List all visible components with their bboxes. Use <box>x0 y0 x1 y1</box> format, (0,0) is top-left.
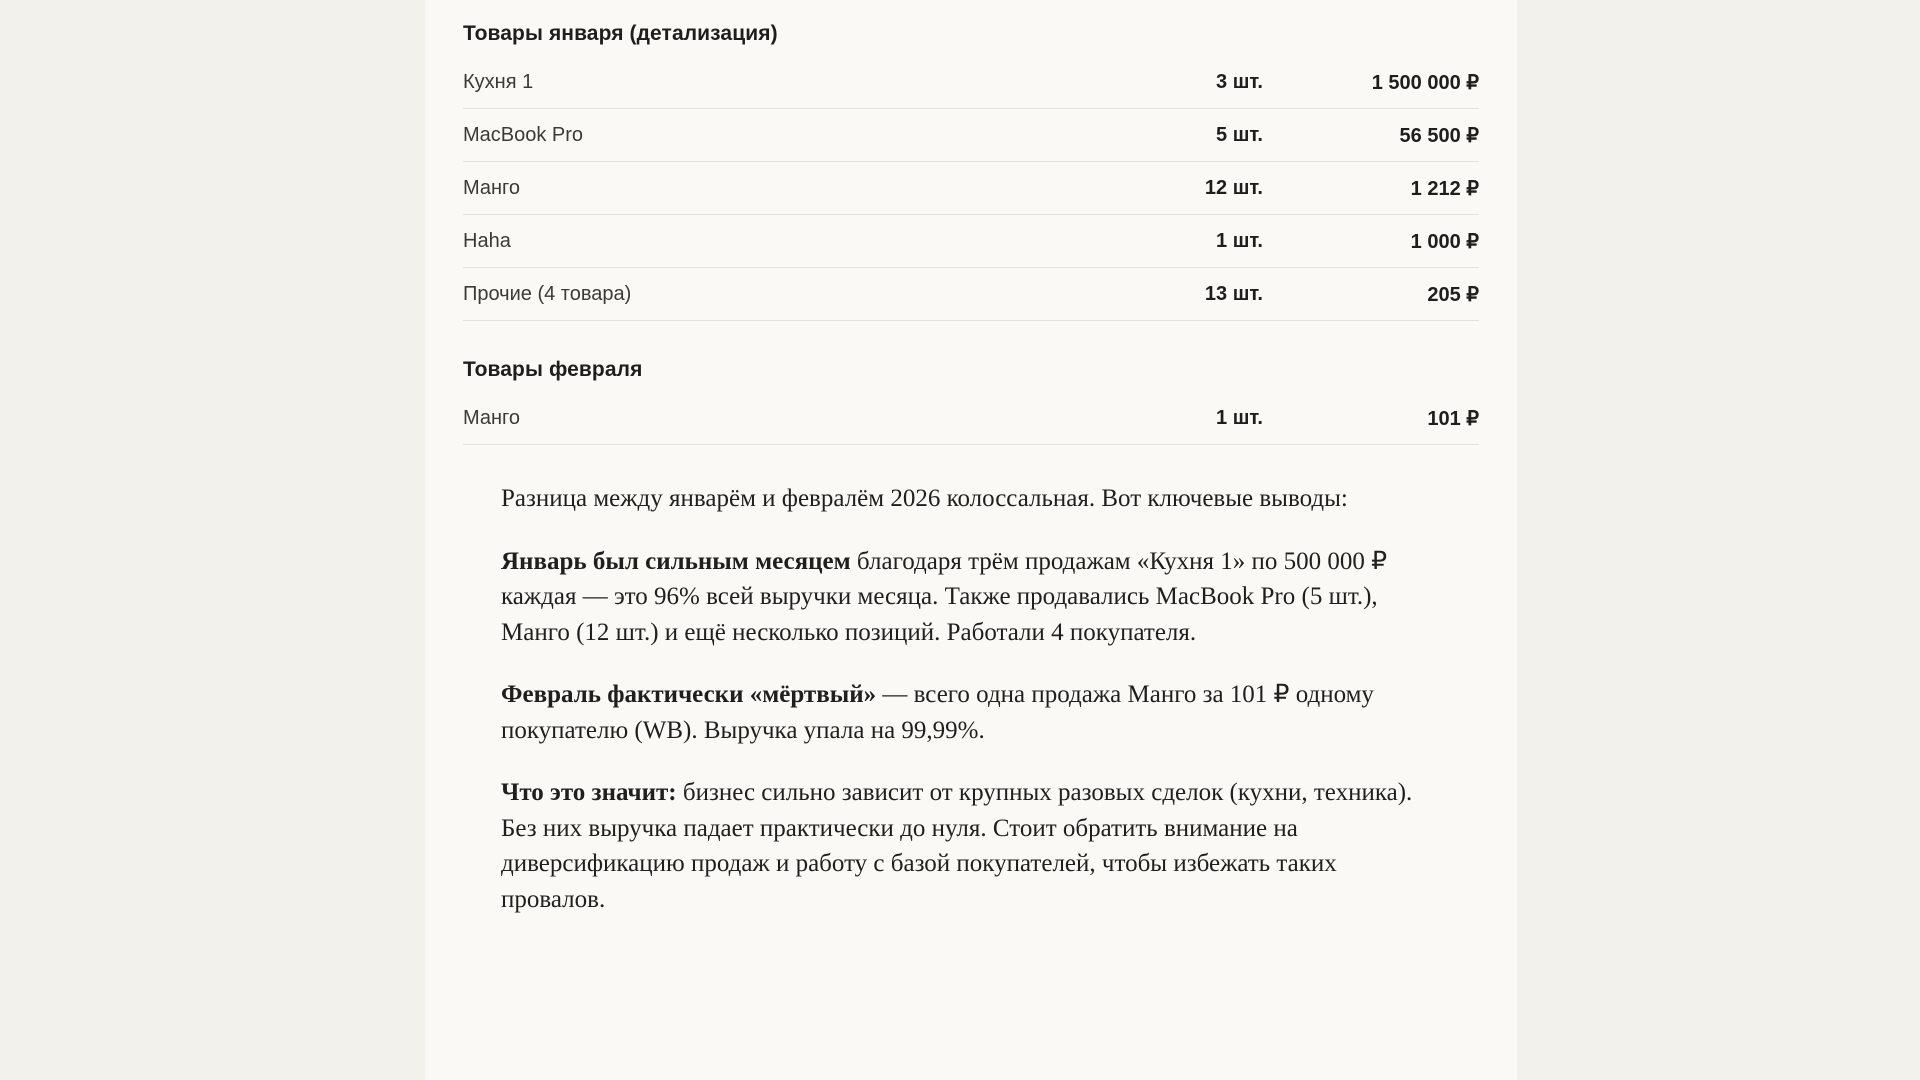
table-row <box>463 215 1479 268</box>
item-qty: 1 шт. <box>1023 392 1263 445</box>
table-row <box>463 392 1479 445</box>
item-sum: 1 000 ₽ <box>1263 215 1479 268</box>
item-qty: 13 шт. <box>1023 268 1263 321</box>
item-name: Манго <box>463 162 1023 215</box>
item-sum: 1 212 ₽ <box>1263 162 1479 215</box>
item-sum: 1 500 000 ₽ <box>1263 56 1479 109</box>
summary-lead-february: Февраль фактически «мёртвый» <box>501 681 877 708</box>
item-name: Haha <box>463 215 1023 268</box>
item-name: Прочие (4 товара) <box>463 268 1023 321</box>
item-sum: 101 ₽ <box>1263 392 1479 445</box>
summary-lead-january: Январь был сильным месяцем <box>501 547 851 575</box>
item-sum: 205 ₽ <box>1263 268 1479 321</box>
table-row <box>463 109 1479 162</box>
item-name: Кухня 1 <box>463 56 1023 109</box>
item-qty: 5 шт. <box>1023 109 1263 162</box>
item-qty: 12 шт. <box>1023 162 1263 215</box>
section-title-february: Товары февраля <box>463 358 643 381</box>
summary-text <box>463 481 1479 917</box>
items-table-january <box>463 56 1479 321</box>
summary-body-february: — всего одна продажа Манго за 101 ₽ одному покупателю (WB). Выручка упала на 99,99%. <box>501 681 1374 744</box>
summary-paragraph-january <box>501 544 1419 651</box>
item-name: Манго <box>463 392 1023 445</box>
section-title-january: Товары января (детализация) <box>463 22 778 45</box>
table-row <box>463 162 1479 215</box>
items-table-february <box>463 392 1479 445</box>
item-sum: 56 500 ₽ <box>1263 109 1479 162</box>
summary-intro: Разница между январём и февралём 2026 колоссальная. Вот ключевые выводы: <box>501 485 1348 512</box>
table-row <box>463 268 1479 321</box>
item-qty: 1 шт. <box>1023 215 1263 268</box>
table-row <box>463 56 1479 109</box>
summary-paragraph-meaning <box>501 775 1419 917</box>
item-name: MacBook Pro <box>463 109 1023 162</box>
item-qty: 3 шт. <box>1023 56 1263 109</box>
summary-lead-meaning: Что это значит: <box>501 779 677 806</box>
summary-body-january: благодаря трём продажам «Кухня 1» по 500 000 ₽ каждая — это 96% всей выручки месяца. Также продавались MacBook Pro (5 шт.), Манго (12 шт.) и ещё несколько позиций. Работали 4 покупателя. <box>501 547 1388 646</box>
report-card <box>425 0 1517 1080</box>
summary-body-meaning: бизнес сильно зависит от крупных разовых сделок (кухни, техника). Без них выручка падает практически до нуля. Стоит обратить внимание на диверсификацию продаж и работу с базой покупателей, чтобы избежать таких провалов. <box>501 779 1413 913</box>
report-content <box>463 0 1479 917</box>
summary-paragraph-february <box>501 677 1419 748</box>
